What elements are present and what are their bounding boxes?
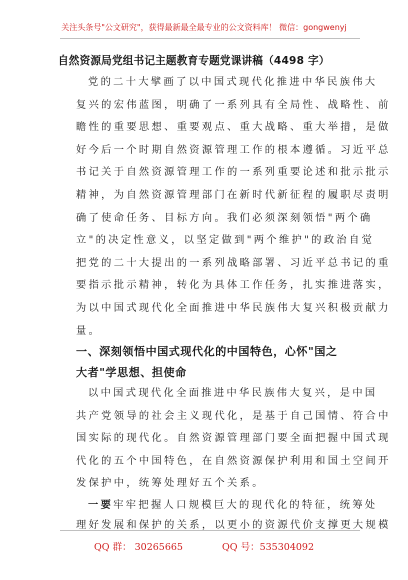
paragraph-line: 确了使命任务、目标方向。我们必须深刻领悟"两个确: [76, 212, 373, 224]
paragraph-text: 牢牢把握人口规模巨大的现代化的特征，统筹处: [113, 500, 378, 511]
footer-qq-number: QQ 号：535304092: [222, 542, 314, 553]
paragraph-line: 精神，为自然资源管理部门在新时代新征程的履职尽责明: [76, 190, 391, 201]
paragraph-lead-bold: 一要: [88, 499, 114, 511]
paragraph-line: 为以中国式现代化全面推进中华民族伟大复兴积极贡献力: [76, 303, 391, 314]
section-heading: 一、深刻领悟中国式现代化的中国特色，心怀"国之: [76, 345, 338, 358]
paragraph-line: 复兴的宏伟蓝图，明确了一系列具有全局性、战略性、前: [76, 99, 391, 111]
paragraph-line: 共产党领导的社会主义现代化，是基于自己国情、符合中: [76, 410, 391, 422]
paragraph-line: 书记关于自然资源管理工作的一系列重要论述和批示批示: [76, 167, 391, 179]
header-banner: 关注头条号"公文研究"，获得最新最全最专业的公文资料库！ 微信：gongwenyj: [61, 23, 347, 32]
paragraph-line: 要指示批示精神，转化为具体工作任务，扎实推进落实，: [76, 280, 391, 292]
paragraph-line: 以中国式现代化全面推进中华民族伟大复兴，是中国: [88, 388, 378, 399]
paragraph-line: 量。: [76, 325, 102, 337]
paragraph-line: 瞻性的重要思想、重要观点、重大战略、重大举措，是做: [76, 122, 391, 134]
footer-contact: [0, 539, 408, 553]
paragraph-line: 把党的二十大提出的一系列战略部署、习近平总书记的重: [76, 257, 391, 269]
section-heading: 大者"学思想、担使命: [76, 366, 187, 379]
paragraph-line: 好今后一个时期自然资源管理工作的根本遵循。习近平总: [76, 144, 391, 156]
paragraph-line: 立"的决定性意义，以坚定做到"两个维护"的政治自觉: [76, 235, 375, 247]
paragraph-line: 发保护中，统筹处理好五个关系。: [76, 478, 265, 490]
paragraph-line: 理好发展和保护的关系，以更小的资源代价支撑更大规模: [76, 520, 391, 531]
header-divider: [60, 38, 360, 39]
footer-qq-group: QQ 群： 30265665: [93, 542, 183, 553]
paragraph-line: 代化的五个中国特色，在自然资源保护利用和国土空间开: [76, 455, 391, 467]
paragraph-line: 国实际的现代化。自然资源管理部门要全面把握中国式现: [76, 433, 391, 445]
paragraph-line: [88, 496, 378, 511]
document-title: 自然资源局党组书记主题教育专题党课讲稿（4498 字）: [58, 55, 330, 67]
paragraph-line: 党的二十大擘画了以中国式现代化推进中华民族伟大: [88, 77, 378, 88]
